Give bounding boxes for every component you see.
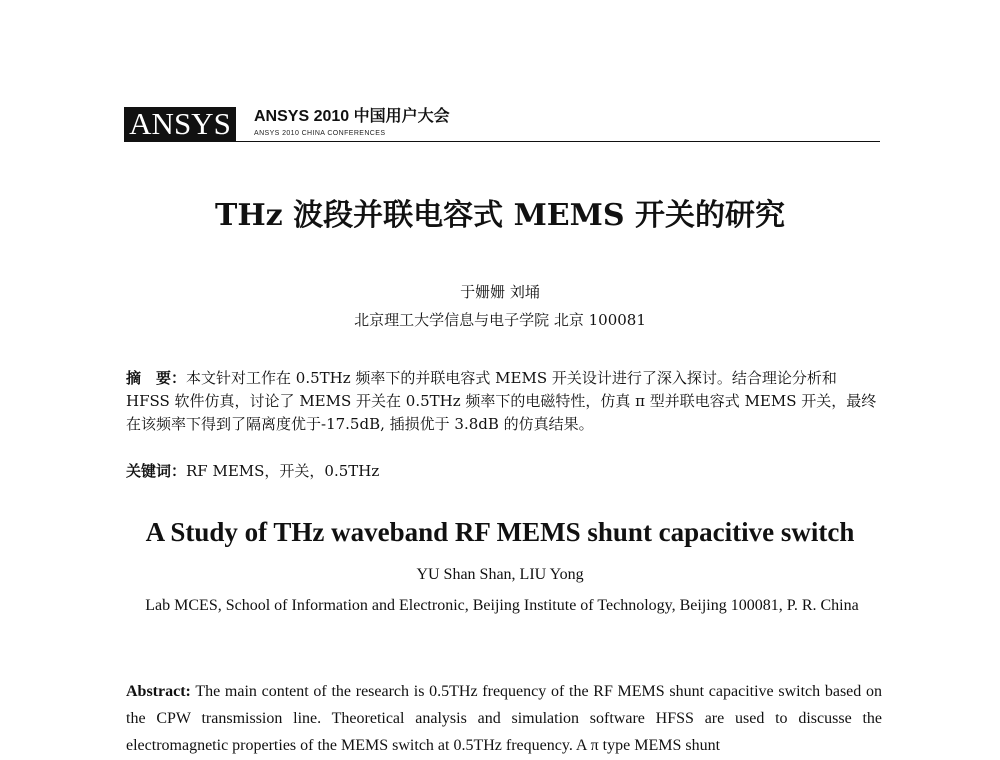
conference-title: ANSYS 2010 中国用户大会: [254, 108, 450, 125]
header-divider: [124, 141, 880, 142]
chinese-keywords-text: RF MEMS，开关，0.5THz: [186, 462, 380, 480]
ansys-logo: ANSYS: [124, 107, 236, 141]
english-abstract-text: The main content of the research is 0.5THz frequency of the RF MEMS shunt capacitive switch based on the CPW transmission line. Theoretical analysis and simulation software HFSS are used to discusse the electromagnetic properties of the MEMS switch at 0.5THz frequency. A π type MEMS shunt: [126, 683, 882, 754]
chinese-keywords: [126, 460, 882, 483]
english-title: A Study of THz waveband RF MEMS shunt capacitive switch: [145, 517, 855, 547]
chinese-title: THz 波段并联电容式 MEMS 开关的研究: [215, 198, 785, 233]
chinese-abstract-text: 本文针对工作在 0.5THz 频率下的并联电容式 MEMS 开关设计进行了深入探讨。结合理论分析和 HFSS 软件仿真，讨论了 MEMS 开关在 0.5THz 频率下的电磁特性，仿真 π 型并联电容式 MEMS 开关，最终在该频率下得到了隔离度优于-17.5dB, 插损优于 3.8dB 的仿真结果。: [126, 369, 877, 433]
chinese-abstract: [126, 367, 882, 436]
english-abstract-label: Abstract:: [126, 683, 191, 700]
english-authors: YU Shan Shan, LIU Yong: [416, 566, 584, 583]
chinese-keywords-label: 关键词：: [126, 462, 187, 480]
conference-subtitle: ANSYS 2010 CHINA CONFERENCES: [254, 130, 386, 137]
english-abstract: [126, 678, 882, 759]
chinese-abstract-label: 摘 要：: [126, 369, 187, 387]
chinese-authors: 于姗姗 刘埇: [460, 283, 540, 301]
english-affiliation: Lab MCES, School of Information and Electronic, Beijing Institute of Technology, Beijing 100081, P. R. China: [145, 597, 859, 614]
chinese-affiliation: 北京理工大学信息与电子学院 北京 100081: [354, 311, 646, 329]
